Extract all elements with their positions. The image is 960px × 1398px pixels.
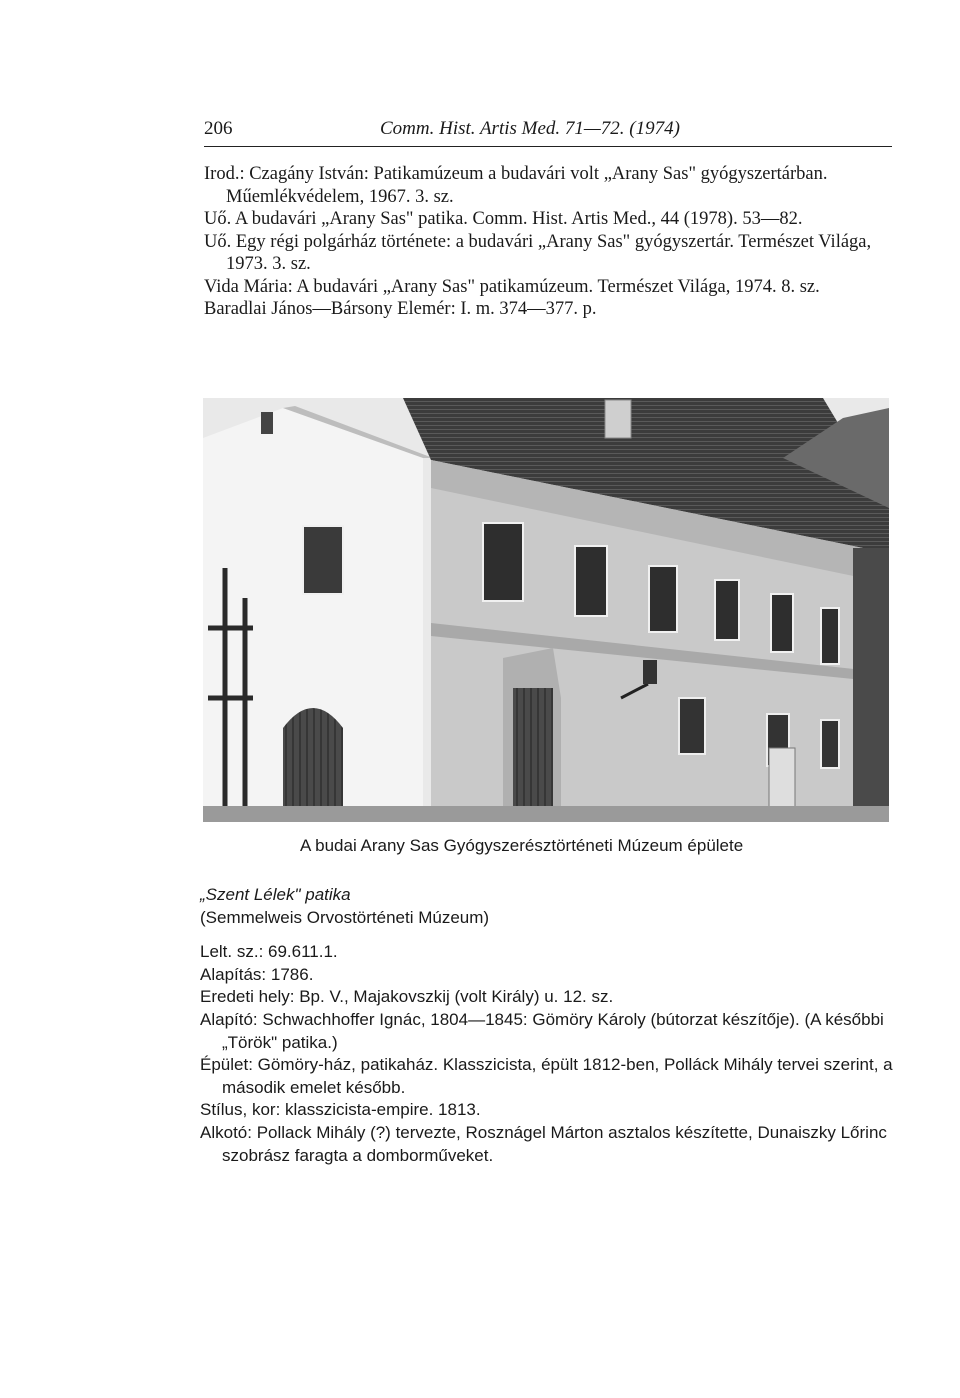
page-number: 206 <box>204 118 233 139</box>
page-header <box>204 118 892 148</box>
building-photo <box>203 398 889 822</box>
inventory-number: Lelt. sz.: 69.611.1. <box>200 942 338 962</box>
creator: Alkotó: Pollack Mihály (?) tervezte, Rosznágel Márton asztalos készítette, Dunaiszky Lőrinc szobrász faragta a domborműveket. <box>200 1122 887 1165</box>
style-period: Stílus, kor: klasszicista-empire. 1813. <box>200 1100 481 1120</box>
entry-title: „Szent Lélek" patika <box>200 885 351 904</box>
running-title: Comm. Hist. Artis Med. 71—72. (1974) <box>380 118 680 139</box>
building: Épület: Gömöry-ház, patikaház. Klasszicista, épült 1812-ben, Polláck Mihály tervei szerint, a második emelet később. <box>200 1055 893 1097</box>
reference-item: Uő. A budavári „Arany Sas" patika. Comm. Hist. Artis Med., 44 (1978). 53—82. <box>204 209 803 229</box>
original-location: Eredeti hely: Bp. V., Majakovszkij (volt Király) u. 12. sz. <box>200 987 614 1007</box>
reference-item: Irod.: Czagány István: Patikamúzeum a budavári volt „Arany Sas" gyógyszertárban. Műemlékvédelem, 1967. 3. sz. <box>204 164 828 207</box>
reference-item: Vida Mária: A budavári „Arany Sas" patikamúzeum. Természet Világa, 1974. 8. sz. <box>204 276 820 297</box>
founding-year: Alapítás: 1786. <box>200 964 314 984</box>
founder: Alapító: Schwachhoffer Ignác, 1804—1845: Gömöry Károly (bútorzat készítője). (A későbbi „Török" patika.) <box>200 1009 884 1052</box>
catalog-entry <box>200 884 900 1167</box>
header-rule <box>204 146 892 147</box>
photo-caption: A budai Arany Sas Gyógyszerésztörténeti Múzeum épülete <box>300 836 744 855</box>
reference-item: Baradlai János—Bársony Elemér: I. m. 374—377. p. <box>204 299 597 319</box>
entry-subtitle: (Semmelweis Orvostörténeti Múzeum) <box>200 907 490 927</box>
references <box>204 163 904 321</box>
reference-item: Uő. Egy régi polgárház története: a budavári „Arany Sas" gyógyszertár. Természet Világa, 1973. 3. sz. <box>204 231 872 274</box>
